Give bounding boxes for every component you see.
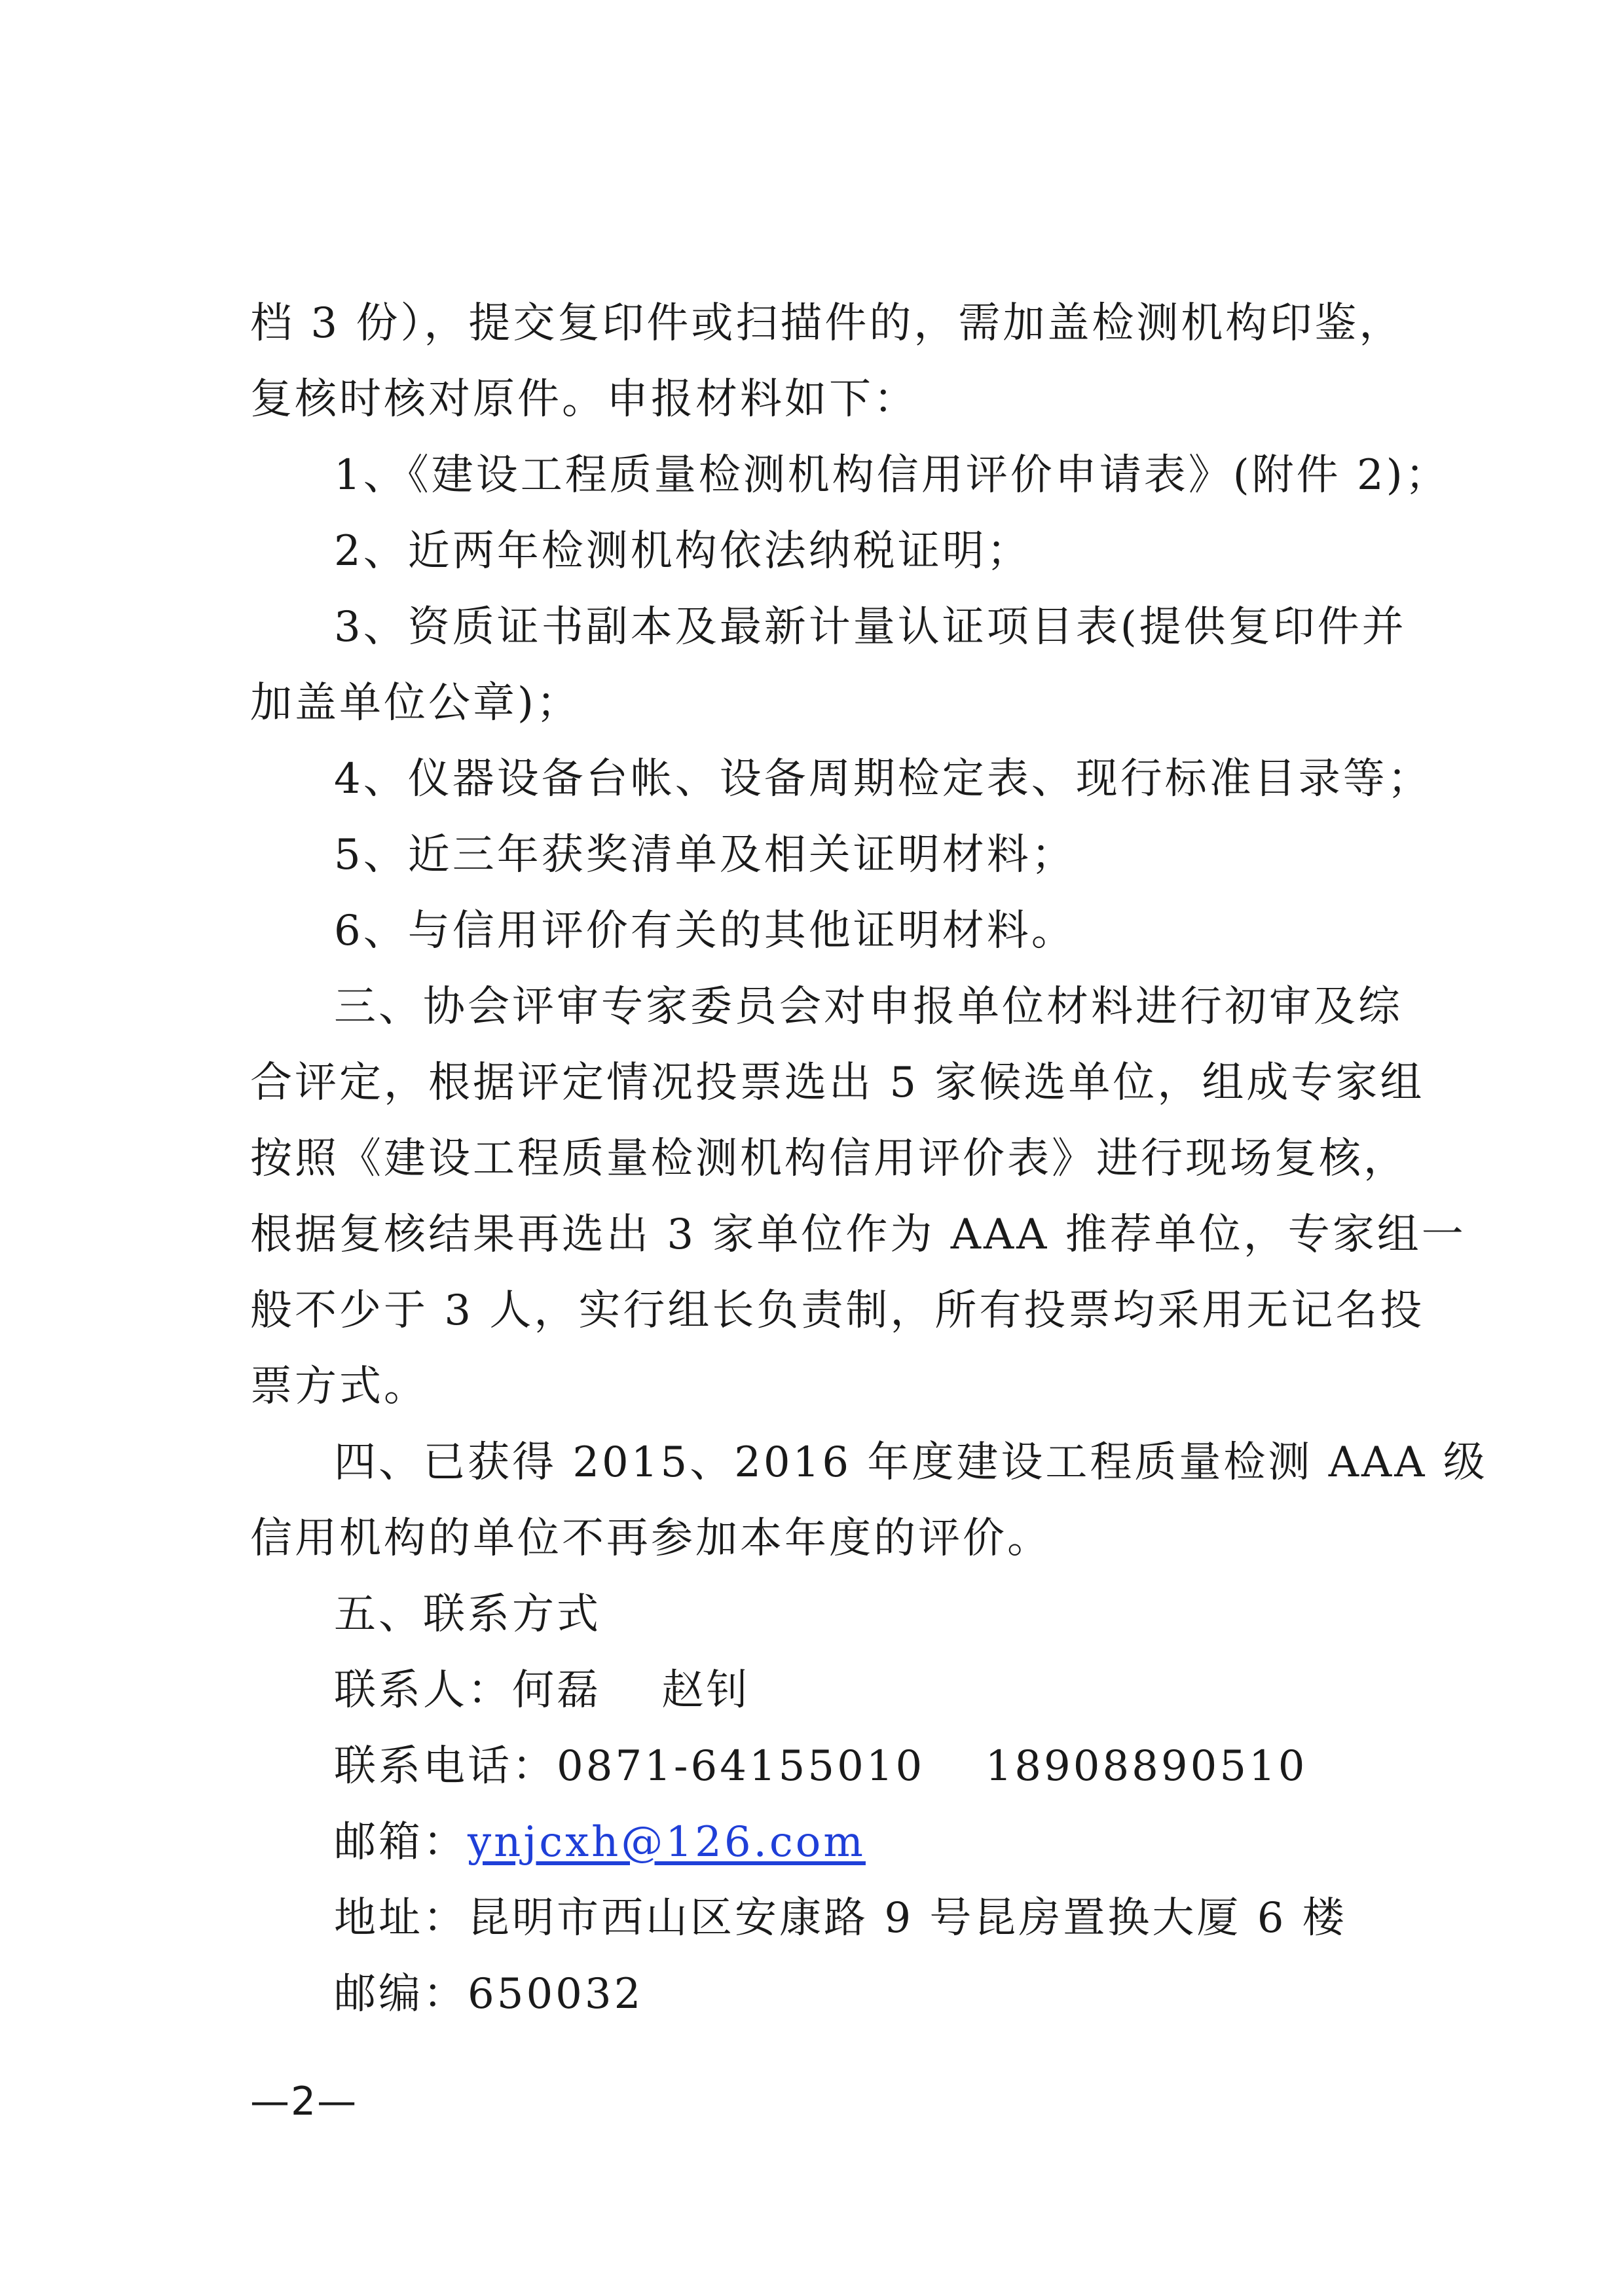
contact-person-value: 何磊 赵钊 <box>512 1666 751 1715</box>
paragraph-line: 档 3 份），提交复印件或扫描件的，需加盖检测机构印鉴， <box>250 299 1404 348</box>
section-four-line: 四、已获得 2015、2016 年度建设工程质量检测 AAA 级 <box>334 1438 1488 1487</box>
section-three-line: 合评定，根据评定情况投票选出 5 家候选单位，组成专家组 <box>250 1059 1425 1107</box>
contact-person-label: 联系人： <box>334 1666 512 1715</box>
contact-email-label: 邮箱： <box>334 1818 468 1867</box>
contact-phone-label: 联系电话： <box>334 1742 557 1791</box>
section-three-line: 根据复核结果再选出 3 家单位作为 AAA 推荐单位，专家组一 <box>250 1211 1466 1259</box>
list-item-6: 6、与信用评价有关的其他证明材料。 <box>334 907 1076 955</box>
section-three-line: 票方式。 <box>250 1362 428 1411</box>
contact-address-label: 地址： <box>334 1894 468 1942</box>
section-three-line: 按照《建设工程质量检测机构信用评价表》进行现场复核， <box>250 1135 1408 1183</box>
document-body <box>250 285 1488 2032</box>
paragraph-line: 复核时核对原件。申报材料如下： <box>250 375 918 424</box>
list-item-3-continued: 加盖单位公章)； <box>250 679 581 727</box>
list-item-1: 1、《建设工程质量检测机构信用评价申请表》(附件 2)； <box>334 451 1450 500</box>
section-five-heading: 五、联系方式 <box>334 1590 601 1639</box>
contact-postcode-label: 邮编： <box>334 1970 468 2018</box>
contact-postcode <box>250 1956 1376 2032</box>
contact-phone-value: 0871-64155010 18908890510 <box>557 1742 1308 1791</box>
section-four-line: 信用机构的单位不再参加本年度的评价。 <box>250 1514 1052 1563</box>
contact-phone <box>250 1728 1376 1804</box>
contact-address-value: 昆明市西山区安康路 9 号昆房置换大厦 6 楼 <box>468 1894 1347 1942</box>
section-three-line: 三、协会评审专家委员会对申报单位材料进行初审及综 <box>334 983 1403 1031</box>
contact-postcode-value: 650032 <box>468 1970 644 2018</box>
contact-person <box>250 1652 1376 1728</box>
list-item-5: 5、近三年获奖清单及相关证明材料； <box>334 831 1076 879</box>
list-item-2: 2、近两年检测机构依法纳税证明； <box>334 527 1031 575</box>
page-number: —2— <box>250 2079 358 2124</box>
contact-address <box>250 1880 1376 1956</box>
list-item-4: 4、仪器设备台帐、设备周期检定表、现行标准目录等； <box>334 755 1432 803</box>
list-item-3: 3、资质证书副本及最新计量认证项目表(提供复印件并 <box>334 603 1407 651</box>
section-three-line: 般不少于 3 人，实行组长负责制，所有投票均采用无记名投 <box>250 1286 1425 1335</box>
contact-email <box>250 1804 1376 1880</box>
email-link[interactable]: ynjcxh@126.com <box>468 1818 866 1867</box>
